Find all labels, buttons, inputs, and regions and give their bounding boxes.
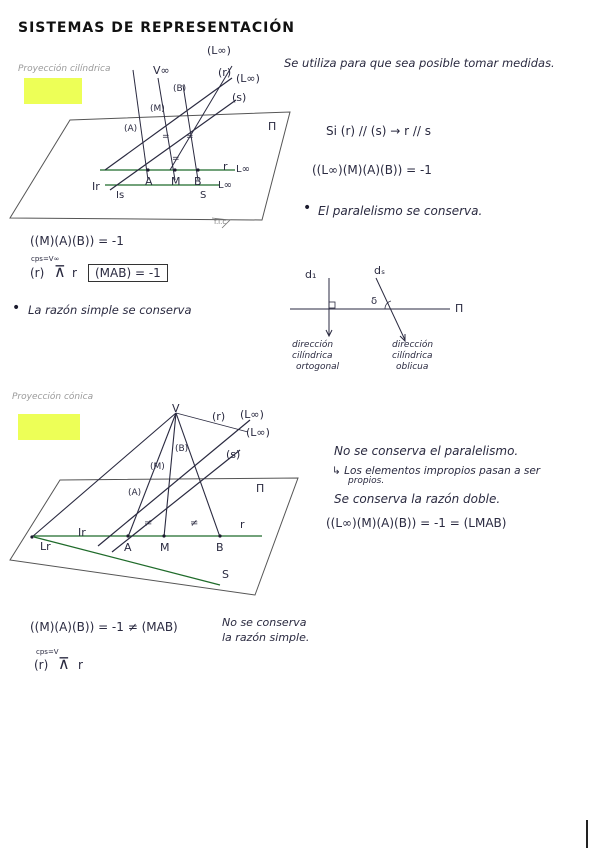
label-corner: f.l.c [214, 218, 227, 226]
caption-left-3: ortogonal [296, 362, 340, 372]
section-label-conical: Proyección cónica [12, 392, 94, 402]
projection-r-right-2: r [78, 658, 83, 672]
page-title: SISTEMAS DE REPRESENTACIÓN [18, 20, 295, 36]
label-b-paren: (B) [173, 84, 187, 94]
no-simple-ratio-1: No se conserva [222, 616, 307, 629]
label-plane-pi-3: Π [256, 482, 265, 495]
cross-ratio-kept: Se conserva la razón doble. [334, 492, 501, 506]
label-r-top: (r) [218, 66, 232, 79]
cross-ratio-2: ((L∞)(M)(A)(B)) = -1 = (LMAB) [326, 516, 507, 530]
cps-label-2: cps=V [36, 648, 59, 656]
label-s-top-2: (s) [226, 448, 241, 461]
caption-right-3: oblicua [396, 362, 429, 372]
label-ir-2: Ir [78, 526, 86, 539]
label-lr: Lr [40, 540, 51, 553]
label-a-2: A [124, 541, 132, 554]
label-l-inf: L∞ [236, 164, 250, 175]
caption-left-1: dirección [292, 340, 334, 350]
barwedge-symbol: ⊼ [54, 262, 66, 281]
label-a-paren: (A) [124, 124, 138, 134]
bullet-dot: • [303, 200, 312, 216]
projection-r-right: r [72, 266, 77, 280]
cross-ratio-1: ((L∞)(M)(A)(B)) = -1 [312, 163, 432, 177]
no-simple-ratio-2: la razón simple. [222, 631, 310, 644]
label-v-inf: V∞ [153, 64, 170, 77]
caption-right-1: dirección [392, 340, 434, 350]
label-b-2: B [216, 541, 224, 554]
bullet-dot-2: • [12, 300, 21, 316]
cone-ray-3 [164, 413, 176, 537]
label-l2: (L∞) [236, 72, 260, 85]
bullet-simple-ratio: La razón simple se conserva [28, 303, 192, 317]
label-s-top: (s) [232, 91, 247, 104]
projection-r-left: (r) [30, 266, 45, 280]
label-m-2: M [160, 541, 170, 554]
label-l-top: (L∞) [207, 44, 231, 57]
highlight-mark-2 [18, 414, 80, 440]
label-ds: dₛ [374, 264, 386, 277]
label-ir: Ir [92, 180, 100, 193]
improper-elements-2: propios. [348, 476, 385, 486]
label-b-paren-2: (B) [175, 444, 189, 454]
label-d1: d₁ [305, 268, 317, 281]
label-eq-3: = [162, 132, 170, 142]
caption-right-2: cilíndrica [392, 351, 433, 361]
label-is: Is [116, 190, 125, 201]
label-l2-2: (L∞) [246, 426, 270, 439]
label-delta: δ [371, 296, 378, 307]
label-r: r [223, 160, 228, 173]
section-label-cylindrical: Proyección cilíndrica [18, 64, 111, 74]
barwedge-symbol-2: ⊼ [58, 654, 70, 673]
cps-label-1: cps=V∞ [31, 255, 60, 263]
simple-ratio-1: ((M)(A)(B)) = -1 [30, 234, 124, 248]
label-b: B [194, 175, 202, 188]
label-a-paren-2: (A) [128, 488, 142, 498]
label-eq-2: = [186, 132, 194, 142]
label-neq-1: ≠ [144, 518, 153, 529]
no-parallelism: No se conserva el paralelismo. [334, 444, 519, 458]
label-neq-2: ≠ [190, 518, 199, 529]
label-l-top-2: (L∞) [240, 408, 264, 421]
label-s-2: S [222, 568, 229, 581]
projection-r-left-2: (r) [34, 658, 49, 672]
label-r-top-2: (r) [212, 410, 226, 423]
caption-left-2: cilíndrica [292, 351, 333, 361]
simple-ratio-2: ((M)(A)(B)) = -1 ≠ (MAB) [30, 620, 178, 634]
label-r-2: r [240, 518, 245, 531]
parallel-statement: Si (r) // (s) → r // s [326, 124, 431, 138]
boxed-mab: (MAB) = -1 [88, 264, 168, 282]
bullet-parallelism: El paralelismo se conserva. [318, 204, 483, 218]
label-m-paren: (M) [150, 104, 165, 114]
label-a: A [145, 175, 153, 188]
label-pi-2: Π [455, 302, 464, 315]
label-eq-1: = [172, 154, 180, 164]
label-plane-pi: Π [268, 120, 277, 133]
label-v: V [172, 402, 180, 415]
label-m: M [171, 175, 181, 188]
label-l-inf-2: L∞ [218, 180, 232, 191]
label-m-paren-2: (M) [150, 462, 165, 472]
intro-text: Se utiliza para que sea posible tomar medidas. [284, 56, 555, 70]
improper-elements: ↳ Los elementos impropios pasan a ser [332, 465, 541, 477]
label-s: S [200, 190, 207, 201]
